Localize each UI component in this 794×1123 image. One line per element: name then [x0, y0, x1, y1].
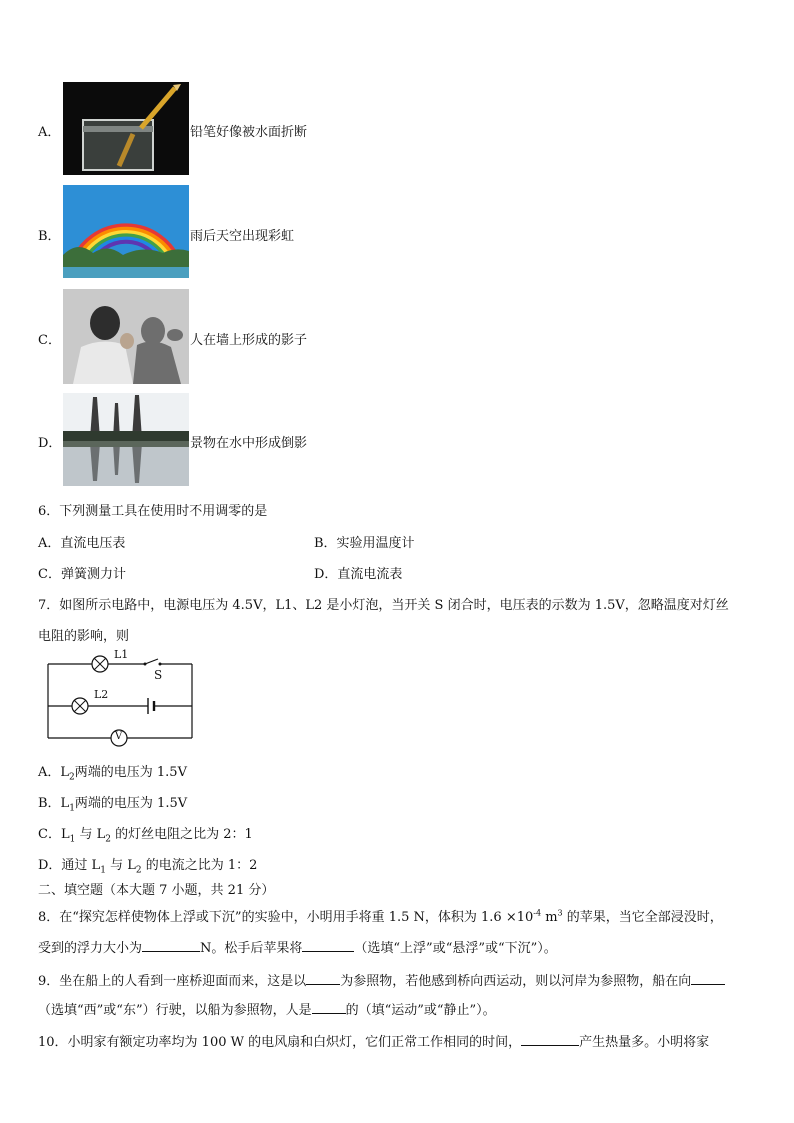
option-letter: D．	[38, 436, 62, 451]
option-text: 铅笔好像被水面折断	[190, 125, 308, 140]
question-stem-line2: 电阻的影响，则	[38, 629, 130, 644]
option-b: B．实验用温度计	[314, 536, 415, 551]
rainbow-photo	[63, 185, 189, 278]
label-voltmeter: V	[115, 731, 123, 742]
option-a: A．直流电压表	[38, 536, 126, 551]
answer-blank[interactable]	[302, 938, 354, 952]
shadow-on-wall-photo	[63, 289, 189, 384]
question-line1: 9．坐在船上的人看到一座桥迎面而来，这是以 为参照物，若他感到桥向西运动，则以河岸为参照物，船在向	[38, 970, 725, 989]
switch-icon	[145, 659, 158, 664]
option-letter: B．	[38, 229, 61, 244]
section-heading: 二、填空题（本大题 7 小题，共 21 分）	[38, 883, 275, 898]
answer-blank[interactable]	[306, 971, 340, 985]
answer-blank[interactable]	[691, 971, 725, 985]
answer-blank[interactable]	[142, 938, 200, 952]
question-line1: 8．在“探究怎样使物体上浮或下沉”的实验中，小明用手将重 1.5 N，体积为 $1.6 \times 10^{-4}$ $m^3$ 的苹果，当它全部浸没时，	[38, 908, 723, 925]
question-stem-line1: 7．如图所示电路中，电源电压为 4.5V，L1、L2 是小灯泡，当开关 S 闭合时，电压表的示数为 1.5V，忽略温度对灯丝	[38, 598, 729, 613]
question-line2: 受到的浮力大小为 N。松手后苹果将 （选填“上浮”或“悬浮”或“下沉”）。	[38, 937, 557, 956]
circuit-diagram	[44, 648, 196, 750]
option-d: D．直流电流表	[314, 567, 403, 582]
option-c: C．$L_1$ 与 $L_2$ 的灯丝电阻之比为 2：1	[38, 827, 253, 845]
option-d: D．通过 $L_1$ 与 $L_2$ 的电流之比为 1：2	[38, 858, 258, 876]
option-text: 景物在水中形成倒影	[190, 436, 308, 451]
option-a: A．$L_2$两端的电压为 1.5V	[38, 765, 187, 783]
label-l2: L2	[94, 688, 109, 701]
reflection-in-water-photo	[63, 393, 189, 486]
label-switch: S	[154, 668, 163, 682]
answer-blank[interactable]	[312, 1000, 346, 1014]
label-l1: L1	[114, 648, 129, 661]
option-letter: C．	[38, 333, 61, 348]
pencil-in-water-photo	[63, 82, 189, 175]
answer-blank[interactable]	[521, 1032, 579, 1046]
option-text: 雨后天空出现彩虹	[190, 229, 295, 244]
question-line1: 10．小明家有额定功率均为 100 W 的电风扇和白炽灯，它们正常工作相同的时间， 产生热量多。小明将家	[38, 1031, 709, 1050]
question-stem: 6．下列测量工具在使用时不用调零的是	[38, 504, 268, 519]
option-c: C．弹簧测力计	[38, 567, 126, 582]
question-line2: （选填“西”或“东”）行驶，以船为参照物，人是 的（填“运动”或“静止”）。	[38, 999, 496, 1018]
option-text: 人在墙上形成的影子	[190, 333, 308, 348]
option-letter: A．	[38, 125, 61, 140]
option-b: B．$L_1$两端的电压为 1.5V	[38, 796, 188, 814]
